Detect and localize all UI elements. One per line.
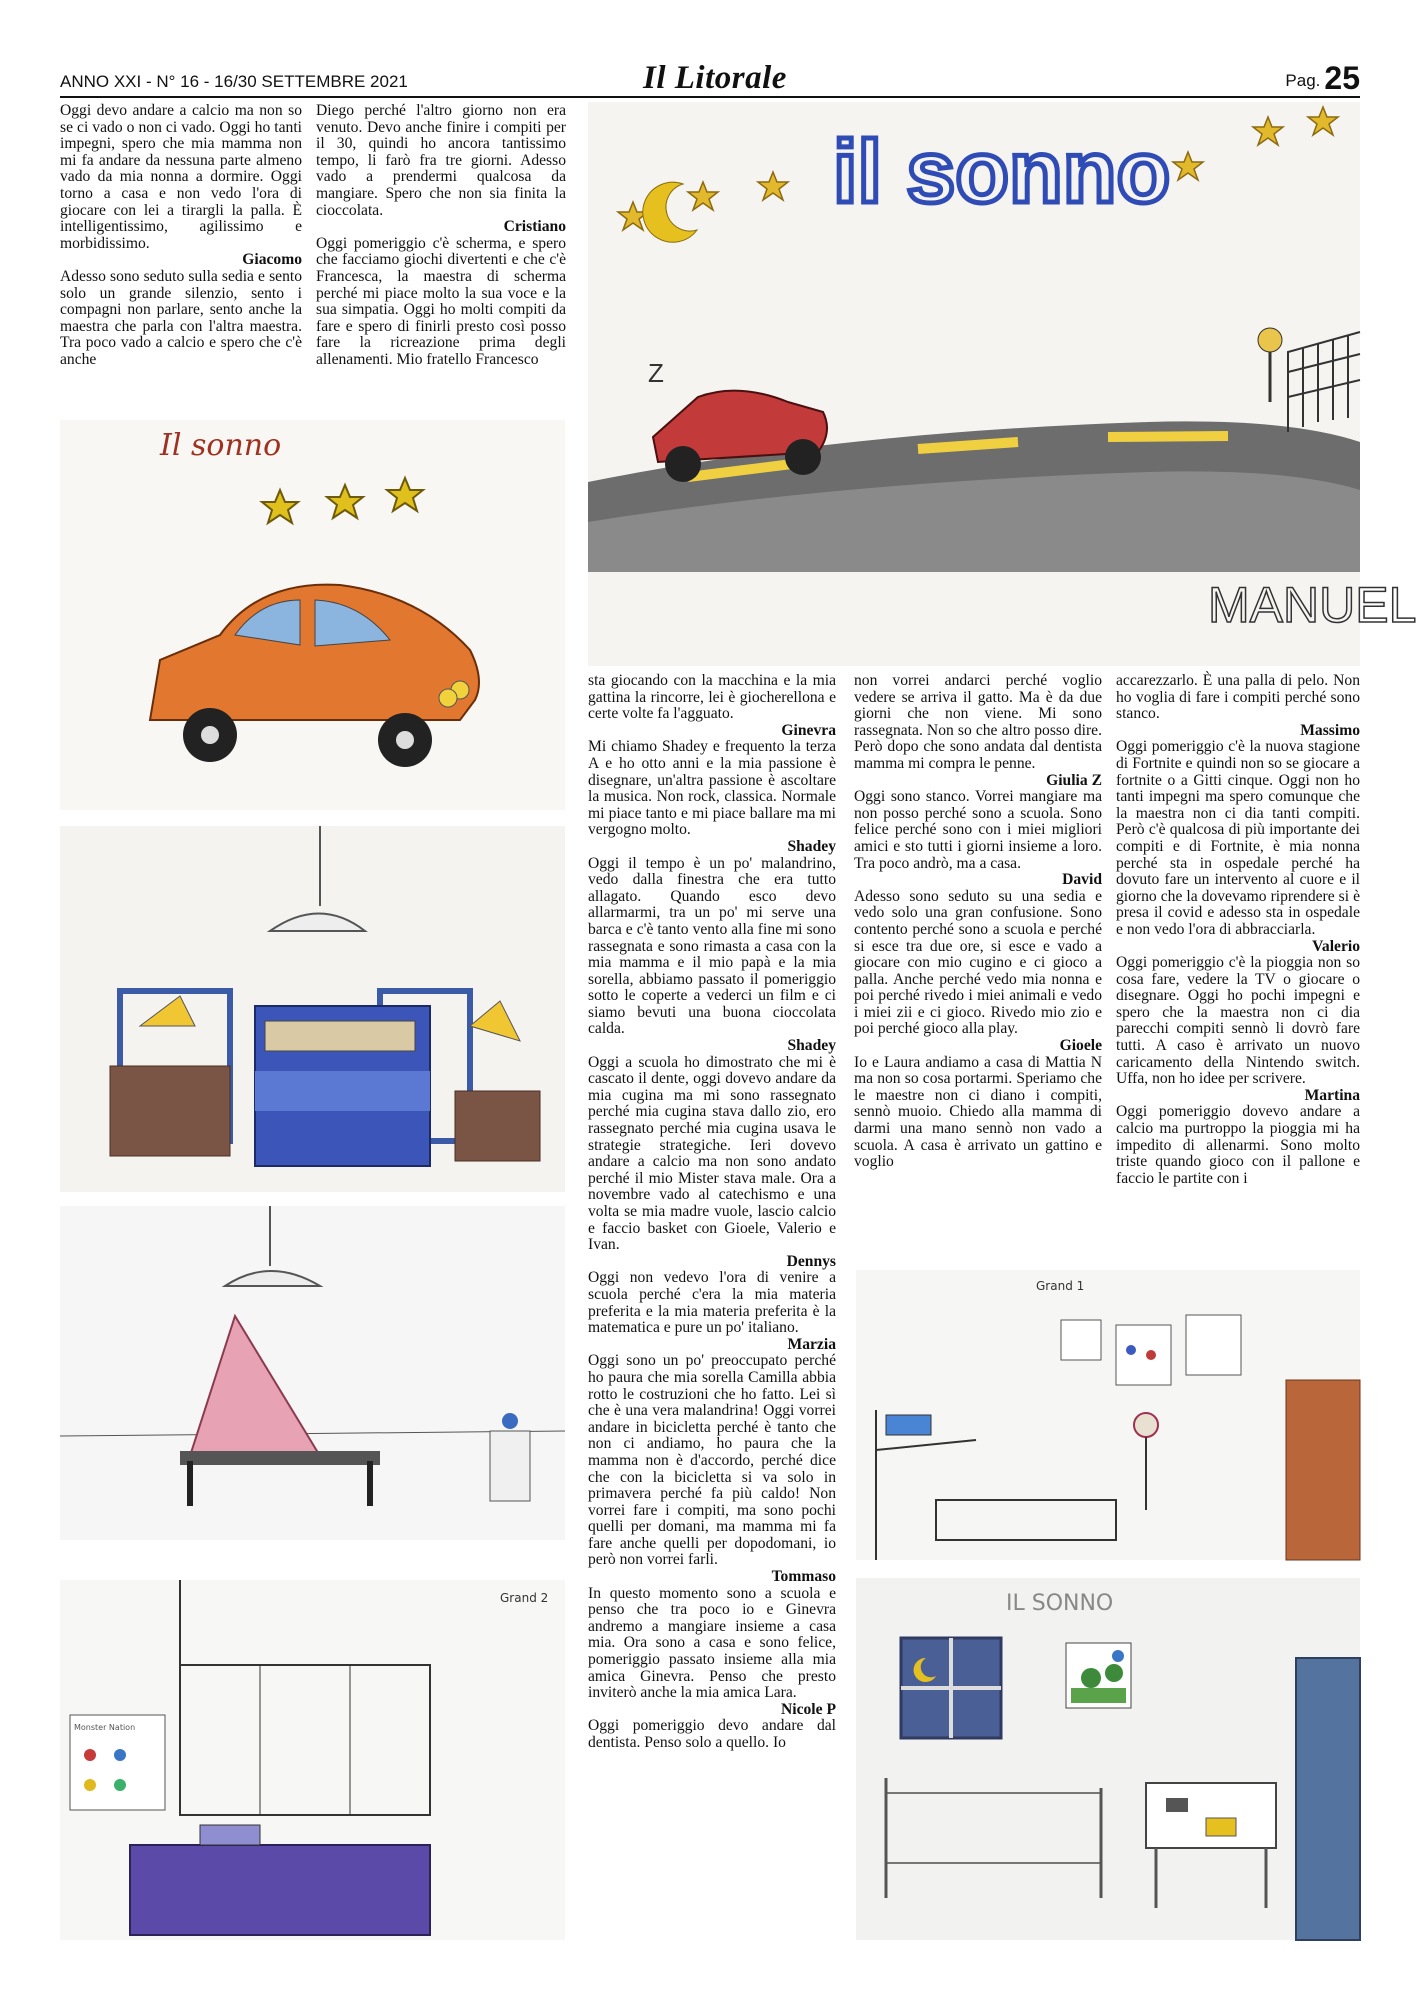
author-signature: Giacomo xyxy=(242,251,302,269)
sleep-z-icon: Z xyxy=(648,358,664,388)
author-signature: Martina xyxy=(1304,1086,1360,1104)
text-column-4 xyxy=(854,673,1102,1258)
desk xyxy=(1146,1783,1276,1848)
paragraph: Oggi a scuola ho dimostrato che mi è cascato il dente, oggi dovevo andare da mia cugina ma mi sono rassegnato perché mia cugina stava dallo zio, ero rassegnato perché mia cugina usava le strategie strategiche. Ieri dovevo andare a calcio ma non sono andato perché il mio Mister stava male. Ora a novembre vado al catechismo e una volta se mia madre vuole, lascio calcio e faccio basket con Gioele, Valerio e Ivan. xyxy=(588,1053,836,1254)
paragraph: Diego perché l'altro giorno non era venuto. Devo anche finire i compiti per il 30, quindi ho ancora tantissimo tempo, li farò fra tre giorni. Adesso vado a prendermi qualcosa da mangiare. Spero che non sia finita la cioccolata. xyxy=(316,102,566,219)
paragraph: Oggi il tempo è un po' malandrino, vedo dalla finestra che era tutto allagato. Quando esco devo allarmarmi, tra un po' mi serve una barca e c'è tanto vento alla fine mi sono rassegnata e sono rimasta a casa con la mia mamma e il mio papà e la mia sorella, abbiamo passato il pomeriggio sotto le coperte a vederci un film e ci siamo bevuti una buona cioccolata calda. xyxy=(588,854,836,1038)
frame-dots xyxy=(1116,1325,1171,1385)
page-header xyxy=(60,60,1360,94)
author-signature: Cristiano xyxy=(503,218,566,236)
drawing-sleep-car-art xyxy=(588,102,1417,666)
author-signature: David xyxy=(1062,871,1102,889)
paragraph: Oggi sono un po' preoccupato perché ho paura che mia sorella Camilla abbia rotto le costruzioni che ho fatto. Lei sì che è una vera malandrina! Oggi vorrei andare in bicicletta perché è tanto che non ci andiamo, ho paura che la mamma non è d'accordo, perché dice che con la bicicletta si va solo in primavera perché fa più caldo! Non vorrei fare i compiti, ma sono pochi quelli per domani, ma mamma mi fa fare anche quelli per dopodomani, io però non vorrei farli. xyxy=(588,1352,836,1569)
paragraph: Mi chiamo Shadey e frequento la terza A e ho otto anni e la mia passione è disegnare, un'altra passione è ascoltare la musica. Non rock, classica. Normale mi piace tanto e mi piace ballare ma mi vergogno molto. xyxy=(588,738,836,839)
pillow xyxy=(200,1825,260,1845)
paragraph: Oggi sono stanco. Vorrei mangiare ma non posso perché sono a scuola. Sono felice perché sono con i miei migliori amici e sto tutti i giorni insieme a loro. Tra poco andrò, ma a casa. xyxy=(854,788,1102,872)
author-signature: Tommaso xyxy=(771,1568,836,1586)
person-icon xyxy=(1134,1413,1158,1437)
drawing-canopy-bed-art xyxy=(60,1206,565,1540)
paragraph: Oggi pomeriggio devo andare dal dentista. Penso solo a quello. Io xyxy=(588,1717,836,1751)
drawing-wardrobe-room xyxy=(60,1580,565,1940)
text-column-5 xyxy=(1116,673,1360,1258)
paragraph: Adesso sono seduto su una sedia e vedo solo una gran confusione. Sono contento perché sono a scuola e perché si esce tra due ore, si esce e vado a giocare con mio cugino e ci gioco a palla. Anche perché vedo mia nonna e poi perché rivedo i miei animali e vedo i miei zii e ci gioco. Rivedo mio zio e poi perché gioco alla play. xyxy=(854,887,1102,1038)
newspaper-logo: Il Litorale xyxy=(643,60,787,96)
drawing-sleep-room xyxy=(856,1578,1360,1940)
drawing-orange-car-art xyxy=(60,420,565,810)
nightstand-left xyxy=(110,1066,230,1156)
door xyxy=(1286,1380,1360,1560)
author-signature: Massimo xyxy=(1300,721,1360,739)
author-signature: Shadey xyxy=(787,837,836,855)
page-number xyxy=(1285,60,1360,97)
drawing-room-frames-art xyxy=(856,1270,1360,1560)
artist-signature: MANUEL xyxy=(1208,577,1417,633)
drawing-wardrobe-room-art xyxy=(60,1580,565,1940)
paragraph: Oggi pomeriggio c'è la pioggia non so cosa fare, vedere la TV o giocare o disegnare. Oggi ho pochi impegni e spero che la maestra non ci dia parecchi compiti sennò li dovrò fare tutti. A caso è arrivato un nuovo caricamento della Nintendo switch. Uffa, non ho idee per scrivere. xyxy=(1116,954,1360,1088)
drawing-title: Il sonno xyxy=(160,428,282,463)
author-signature: Marzia xyxy=(787,1335,836,1353)
header-rule xyxy=(60,96,1360,98)
bed xyxy=(180,1451,380,1465)
text-column-3 xyxy=(588,673,836,1941)
paragraph: Oggi non vedevo l'ora di venire a scuola perché c'era la mia materia preferita e la mia materia preferita è la matematica e pure un po' italiano. xyxy=(588,1269,836,1337)
author-signature: Giulia Z xyxy=(1046,771,1102,789)
pillow xyxy=(265,1021,415,1051)
drawing-orange-car xyxy=(60,420,565,810)
drawing-title: il sonno xyxy=(833,122,1171,221)
bed xyxy=(130,1845,430,1935)
paragraph: Oggi pomeriggio c'è scherma, e spero che facciamo giochi divertenti e che c'è Francesca, la maestra di scherma perché mi piace molto la sua voce e la sua simpatia. Oggi ho molti compiti da fare e spero di finirli presto così posso fare la ricreazione prima degli allenamenti. Mio fratello Francesco xyxy=(316,234,566,368)
frame-tooth xyxy=(1061,1320,1101,1360)
page-label: Pag. xyxy=(1285,71,1321,90)
author-signature: Dennys xyxy=(786,1252,836,1270)
drawing-canopy-bed xyxy=(60,1206,565,1540)
author-signature: Nicole P xyxy=(781,1700,836,1718)
paragraph: Oggi pomeriggio dovevo andare a calcio ma purtroppo la pioggia mi ha impedito di allenarmi. Sono molto triste quando gioco con il pallone e faccio le partite con i xyxy=(1116,1103,1360,1187)
drawing-sleep-room-art xyxy=(856,1578,1360,1940)
nightstand xyxy=(490,1431,530,1501)
frame-brush xyxy=(1186,1315,1241,1375)
page-number-value: 25 xyxy=(1324,60,1360,96)
paragraph: Io e Laura andiamo a casa di Mattia N ma non so cosa portarmi. Speriamo che le maestre non ci diano i compiti, sennò muoio. Chiedo alla mamma di darmi una mano sennò non vado a scuola. A casa è arrivato un gattino e voglio xyxy=(854,1053,1102,1171)
issue-line: ANNO XXI - N° 16 - 16/30 SETTEMBRE 2021 xyxy=(60,72,408,91)
paragraph: sta giocando con la macchina e la mia gattina la rincorre, lei è giocherellona e certe volte fa l'agguato. xyxy=(588,672,836,723)
screen-icon xyxy=(886,1415,931,1435)
text-column-1 xyxy=(60,103,302,403)
door xyxy=(1296,1658,1360,1940)
paragraph: Oggi pomeriggio c'è la nuova stagione di Fortnite e quindi non so se giocare a fortnite o a Gitti cinque. Oggi non ho tanti impegni ma spero comunque che la maestra non ci dia tanti compiti. Però c'è qualcosa di più importante dei compiti e di Fortnite, è mia nonna perché sta in ospedale perché ha dovuto fare un intervento al cuore e il giorno che la dovevamo riprendere si è presa il covid e adesso sta in ospedale e non vedo l'ora di abbracciarla. xyxy=(1116,738,1360,938)
drawing-room-frames xyxy=(856,1270,1360,1560)
poster-label: Monster Nation xyxy=(74,1723,136,1732)
author-signature: Ginevra xyxy=(781,721,836,739)
person-icon xyxy=(1258,328,1282,352)
author-signature: Shadey xyxy=(787,1037,836,1055)
drawing-label: Grand 2 xyxy=(500,1591,549,1605)
paragraph: Adesso sono seduto sulla sedia e sento solo un grande silenzio, sento i compagni non parlare, sento anche la maestra che parla con l'altra maestra. Tra poco vado a calcio e spero che c'è anche xyxy=(60,267,302,368)
paragraph: In questo momento sono a scuola e penso che tra poco io e Ginevra andremo a mangiare insieme a casa mia. Ora sono a casa e sono felice, pomeriggio passato insieme alla mia amica Ginevra. Penso che presto inviterò anche la mia amica Lara. xyxy=(588,1584,836,1702)
drawing-bedroom-art xyxy=(60,826,565,1192)
text-column-2 xyxy=(316,103,566,403)
paragraph: non vorrei andarci perché voglio vedere se arriva il gatto. Ma è da due giorni che non viene. Mi sono rassegnata. Non so che altro posso dire. Però dopo che sono andata dal dentista mamma mi compra le penne. xyxy=(854,672,1102,772)
author-signature: Gioele xyxy=(1059,1037,1102,1055)
drawing-sleep-car xyxy=(588,102,1417,666)
nightstand-right xyxy=(455,1091,540,1161)
drawing-bedroom xyxy=(60,826,565,1192)
paragraph: Oggi devo andare a calcio ma non so se ci vado o non ci vado. Oggi ho tanti impegni, spero che mia mamma non mi fa andare da nessuna parte almeno vado da mia nonna a dormire. Oggi torno a casa e non vedo l'ora di giocare con lei a tirargli la palla. È intelligentissimo, agilissimo e morbidissimo. xyxy=(60,102,302,252)
paragraph: accarezzarlo. È una palla di pelo. Non ho voglia di fare i compiti perché sono stanco. xyxy=(1116,672,1360,723)
drawing-title: IL SONNO xyxy=(1006,1591,1114,1616)
author-signature: Valerio xyxy=(1312,937,1360,955)
drawing-label: Grand 1 xyxy=(1036,1279,1085,1293)
